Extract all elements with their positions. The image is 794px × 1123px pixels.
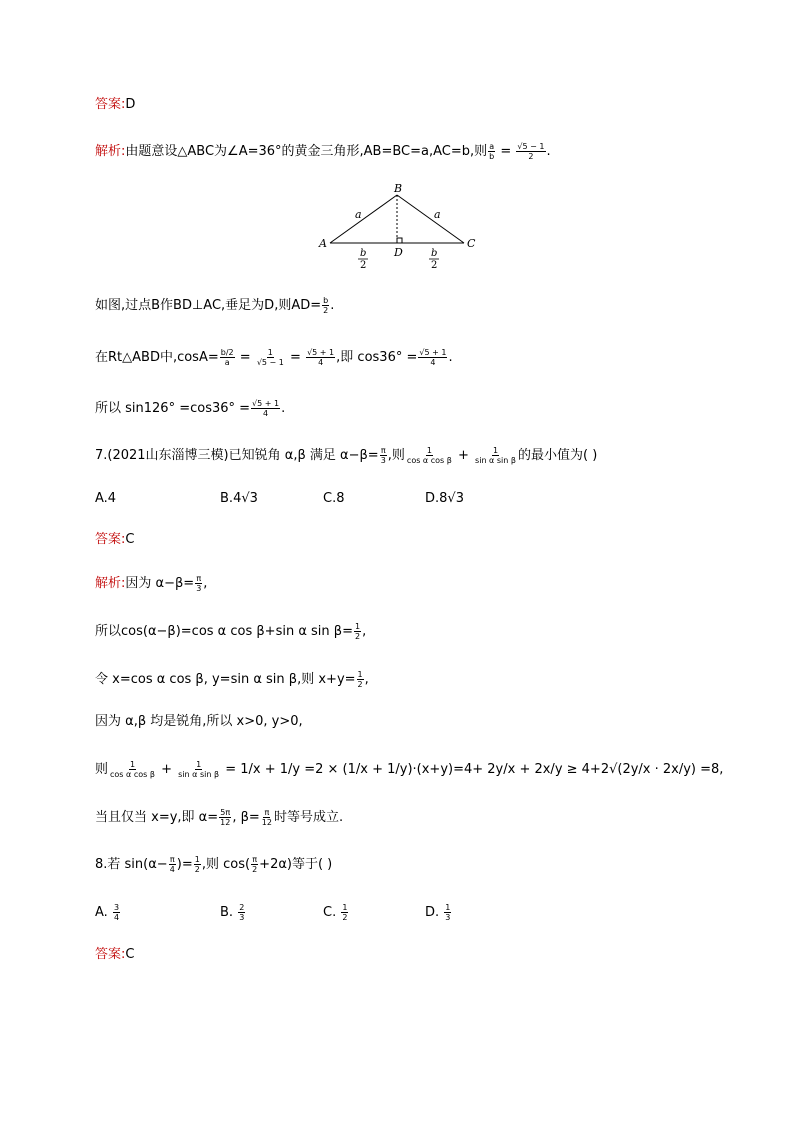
analysis-label: 解析: xyxy=(95,144,126,159)
q7-answer-value: C xyxy=(125,532,135,547)
frac-cos-step-2: $\frac{1}{√5 - 1}$ xyxy=(256,348,284,367)
q7-option-b: B.4√3 xyxy=(220,491,258,506)
q7-sol-1: 解析:因为 α−β= $\frac{\pi}{3}$ , xyxy=(95,574,208,593)
answer-label: 答案: xyxy=(95,97,126,112)
q8-option-b: B. $\frac{2}{3}$ xyxy=(220,903,245,922)
q7-option-c: C.8 xyxy=(323,491,345,506)
q7-sol-6: 当且仅当 x=y,即 α= $\frac{5\pi}{12}$ , β= $\frac{\pi}{12}$ 时等号成立. xyxy=(95,808,344,827)
q6-answer-line xyxy=(95,96,135,114)
q7-option-a: A.4 xyxy=(95,491,117,506)
frac-1-cos-cos: $\frac{1}{\text{cos α cos β}}$ xyxy=(406,446,452,465)
q8-option-a: A. $\frac{3}{4}$ xyxy=(95,903,120,922)
q7-sol-2: 所以cos(α−β)=cos α cos β+sin α sin β= $\frac{1}{2}$ , xyxy=(95,622,367,641)
frac-a-over-b: $\frac{a}{b}$ xyxy=(489,142,495,161)
q7-answer-line: 答案:C xyxy=(95,532,135,547)
q8-answer-line: 答案:C xyxy=(95,947,135,962)
frac-cos36: $\frac{√5 + 1}{4}$ xyxy=(419,348,447,367)
frac-golden-ratio: $\frac{√5 - 1}{2}$ xyxy=(517,142,545,161)
q7-sol-4: 因为 α,β 均是锐角,所以 x>0, y>0, xyxy=(95,714,303,729)
right-angle-mark xyxy=(397,238,402,243)
q6-analysis-line: 解析:由题意设△ABC为∠A=36°的黄金三角形,AB=BC=a,AC=b,则 $\frac{a}{b}$ = $\frac{√5 - 1}{2}$ . xyxy=(95,142,551,161)
label-b-left-den: 2 xyxy=(360,260,367,271)
frac-cos-step-1: $\frac{b/2}{a}$ xyxy=(220,348,234,367)
label-c-vertex: C xyxy=(467,237,476,250)
side-bc xyxy=(397,195,464,243)
frac-1-sin-sin: $\frac{1}{\text{sin α sin β}}$ xyxy=(475,446,516,465)
q7-option-d: D.8√3 xyxy=(425,491,464,506)
side-ab xyxy=(330,195,397,243)
q7-sol-5: 则 $\frac{1}{\text{cos α cos β}}$ + $\frac{1}{\text{sin α sin β}}$ = 1/x + 1/y =2 × (1/x + 1/y)·(x+y)=4+ 2y/x + 2x/y ≥ 4+2√(2y/x · 2x/y) =8, xyxy=(95,760,724,779)
q7-inequality: = 1/x + 1/y =2 × (1/x + 1/y)·(x+y)=4+ 2y/x + 2x/y ≥ 4+2√(2y/x · 2x/y) =8, xyxy=(225,762,724,777)
label-a-right: a xyxy=(434,208,441,221)
label-b-vertex: B xyxy=(394,182,403,195)
q7-sol-3: 令 x=cos α cos β, y=sin α sin β,则 x+y= $\frac{1}{2}$ , xyxy=(95,670,369,689)
label-d-foot: D xyxy=(394,246,403,259)
triangle-figure xyxy=(315,180,485,272)
q6-answer-value: D xyxy=(125,97,136,112)
q8-option-c: C. $\frac{1}{2}$ xyxy=(323,903,348,922)
label-a-left: a xyxy=(355,208,362,221)
q7-stem: 7.(2021山东淄博三模)已知锐角 α,β 满足 α−β= $\frac{\pi}{3}$ ,则 $\frac{1}{\text{cos α cos β}}$ + $\frac{1}{\text{sin α sin β}}$ 的最小值为( ) xyxy=(95,446,598,465)
q6-line-2: 如图,过点B作BD⊥AC,垂足为D,则AD= $\frac{b}{2}$ . xyxy=(95,296,335,315)
q8-option-d: D. $\frac{1}{3}$ xyxy=(425,903,451,922)
q8-answer-value: C xyxy=(125,947,135,962)
label-b-right-den: 2 xyxy=(431,260,438,271)
frac-result: $\frac{√5 + 1}{4}$ xyxy=(252,399,280,418)
q6-analysis-text: 由题意设△ABC为∠A=36°的黄金三角形,AB=BC=a,AC=b,则 xyxy=(125,144,488,159)
frac-pi-3: $\frac{\pi}{3}$ xyxy=(380,446,386,465)
q6-line-3: 在Rt△ABD中,cosA= $\frac{b/2}{a}$ = $\frac{1}{√5 - 1}$ = $\frac{√5 + 1}{4}$ ,即 cos36° = $\frac{√5 + 1}{4}$ . xyxy=(95,348,453,367)
label-b-right-num: b xyxy=(431,248,438,259)
q8-stem: 8.若 sin(α− $\frac{\pi}{4}$ )= $\frac{1}{2}$ ,则 cos( $\frac{\pi}{2}$ +2α)等于( ) xyxy=(95,855,333,874)
q6-line-4: 所以 sin126° =cos36° = $\frac{√5 + 1}{4}$ . xyxy=(95,399,286,418)
frac-b-over-2: $\frac{b}{2}$ xyxy=(323,296,329,315)
label-b-left-num: b xyxy=(360,248,367,259)
label-a-vertex: A xyxy=(319,237,327,250)
frac-cos-step-3: $\frac{√5 + 1}{4}$ xyxy=(307,348,335,367)
